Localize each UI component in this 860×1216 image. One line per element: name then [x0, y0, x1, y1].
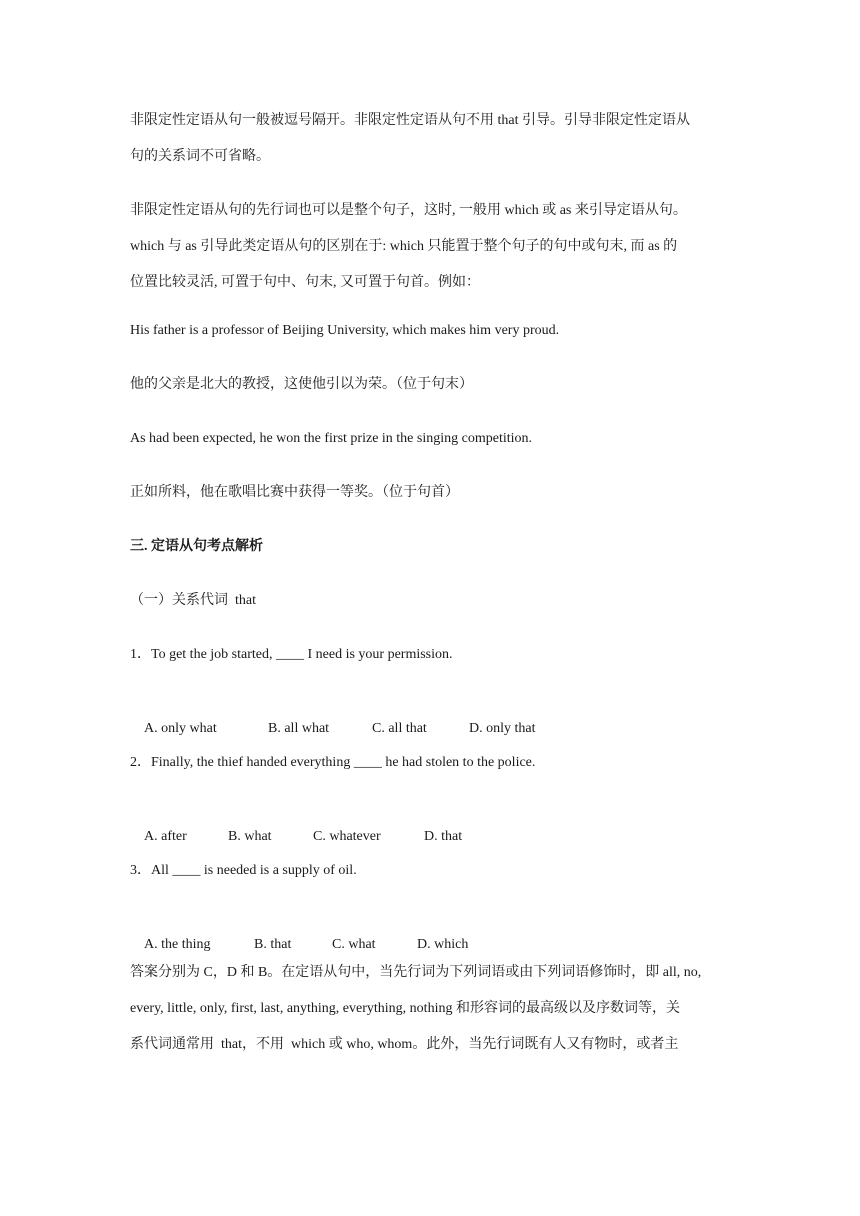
question-stem: 1．To get the job started, ____ I need is your permission.	[130, 647, 453, 662]
answer-line: 系代词通常用 that，不用 which 或 who, whom。此外，当先行词既有人又有物时，或者主	[130, 1037, 679, 1052]
option: B. what	[228, 829, 272, 844]
option: C. what	[332, 937, 376, 952]
option: B. that	[254, 937, 292, 952]
question-stem: 3．All ____ is needed is a supply of oil.	[130, 863, 357, 878]
example-english: His father is a professor of Beijing University, which makes him very proud.	[130, 323, 560, 338]
answer-line: 答案分别为 C，D 和 B。在定语从句中，当先行词为下列词语或由下列词语修饰时，即 all, no,	[130, 965, 702, 980]
question-options	[130, 807, 462, 867]
subsection-title: （一）关系代词 that	[130, 593, 256, 608]
question-stem: 2．Finally, the thief handed everything ____ he had stolen to the police.	[130, 755, 536, 770]
paragraph-line: which 与 as 引导此类定语从句的区别在于: which 只能置于整个句子的句中或句末, 而 as 的	[130, 239, 678, 254]
paragraph-line: 非限定性定语从句一般被逗号隔开。非限定性定语从句不用 that 引导。引导非限定性定语从	[130, 113, 690, 128]
option: D. which	[417, 937, 469, 952]
example-english: As had been expected, he won the first prize in the singing competition.	[130, 431, 533, 446]
answer-line: every, little, only, first, last, anything, everything, nothing 和形容词的最高级以及序数词等，关	[130, 1001, 680, 1016]
option: C. all that	[372, 721, 427, 736]
example-chinese: 正如所料，他在歌唱比赛中获得一等奖。（位于句首）	[130, 485, 459, 500]
section-title: 三. 定语从句考点解析	[130, 539, 263, 554]
example-chinese: 他的父亲是北大的教授，这使他引以为荣。（位于句末）	[130, 377, 473, 392]
option: D. only that	[469, 721, 536, 736]
option: D. that	[424, 829, 463, 844]
option: A. only what	[144, 721, 217, 736]
question-options	[130, 699, 536, 759]
paragraph-line: 位置比较灵活, 可置于句中、句末, 又可置于句首。例如：	[130, 275, 480, 290]
option: C. whatever	[313, 829, 381, 844]
paragraph-line: 句的关系词不可省略。	[130, 149, 270, 164]
option: A. the thing	[144, 937, 211, 952]
paragraph-line: 非限定性定语从句的先行词也可以是整个句子，这时, 一般用 which 或 as 来引导定语从句。	[130, 203, 687, 218]
option: B. all what	[268, 721, 330, 736]
option: A. after	[144, 829, 187, 844]
